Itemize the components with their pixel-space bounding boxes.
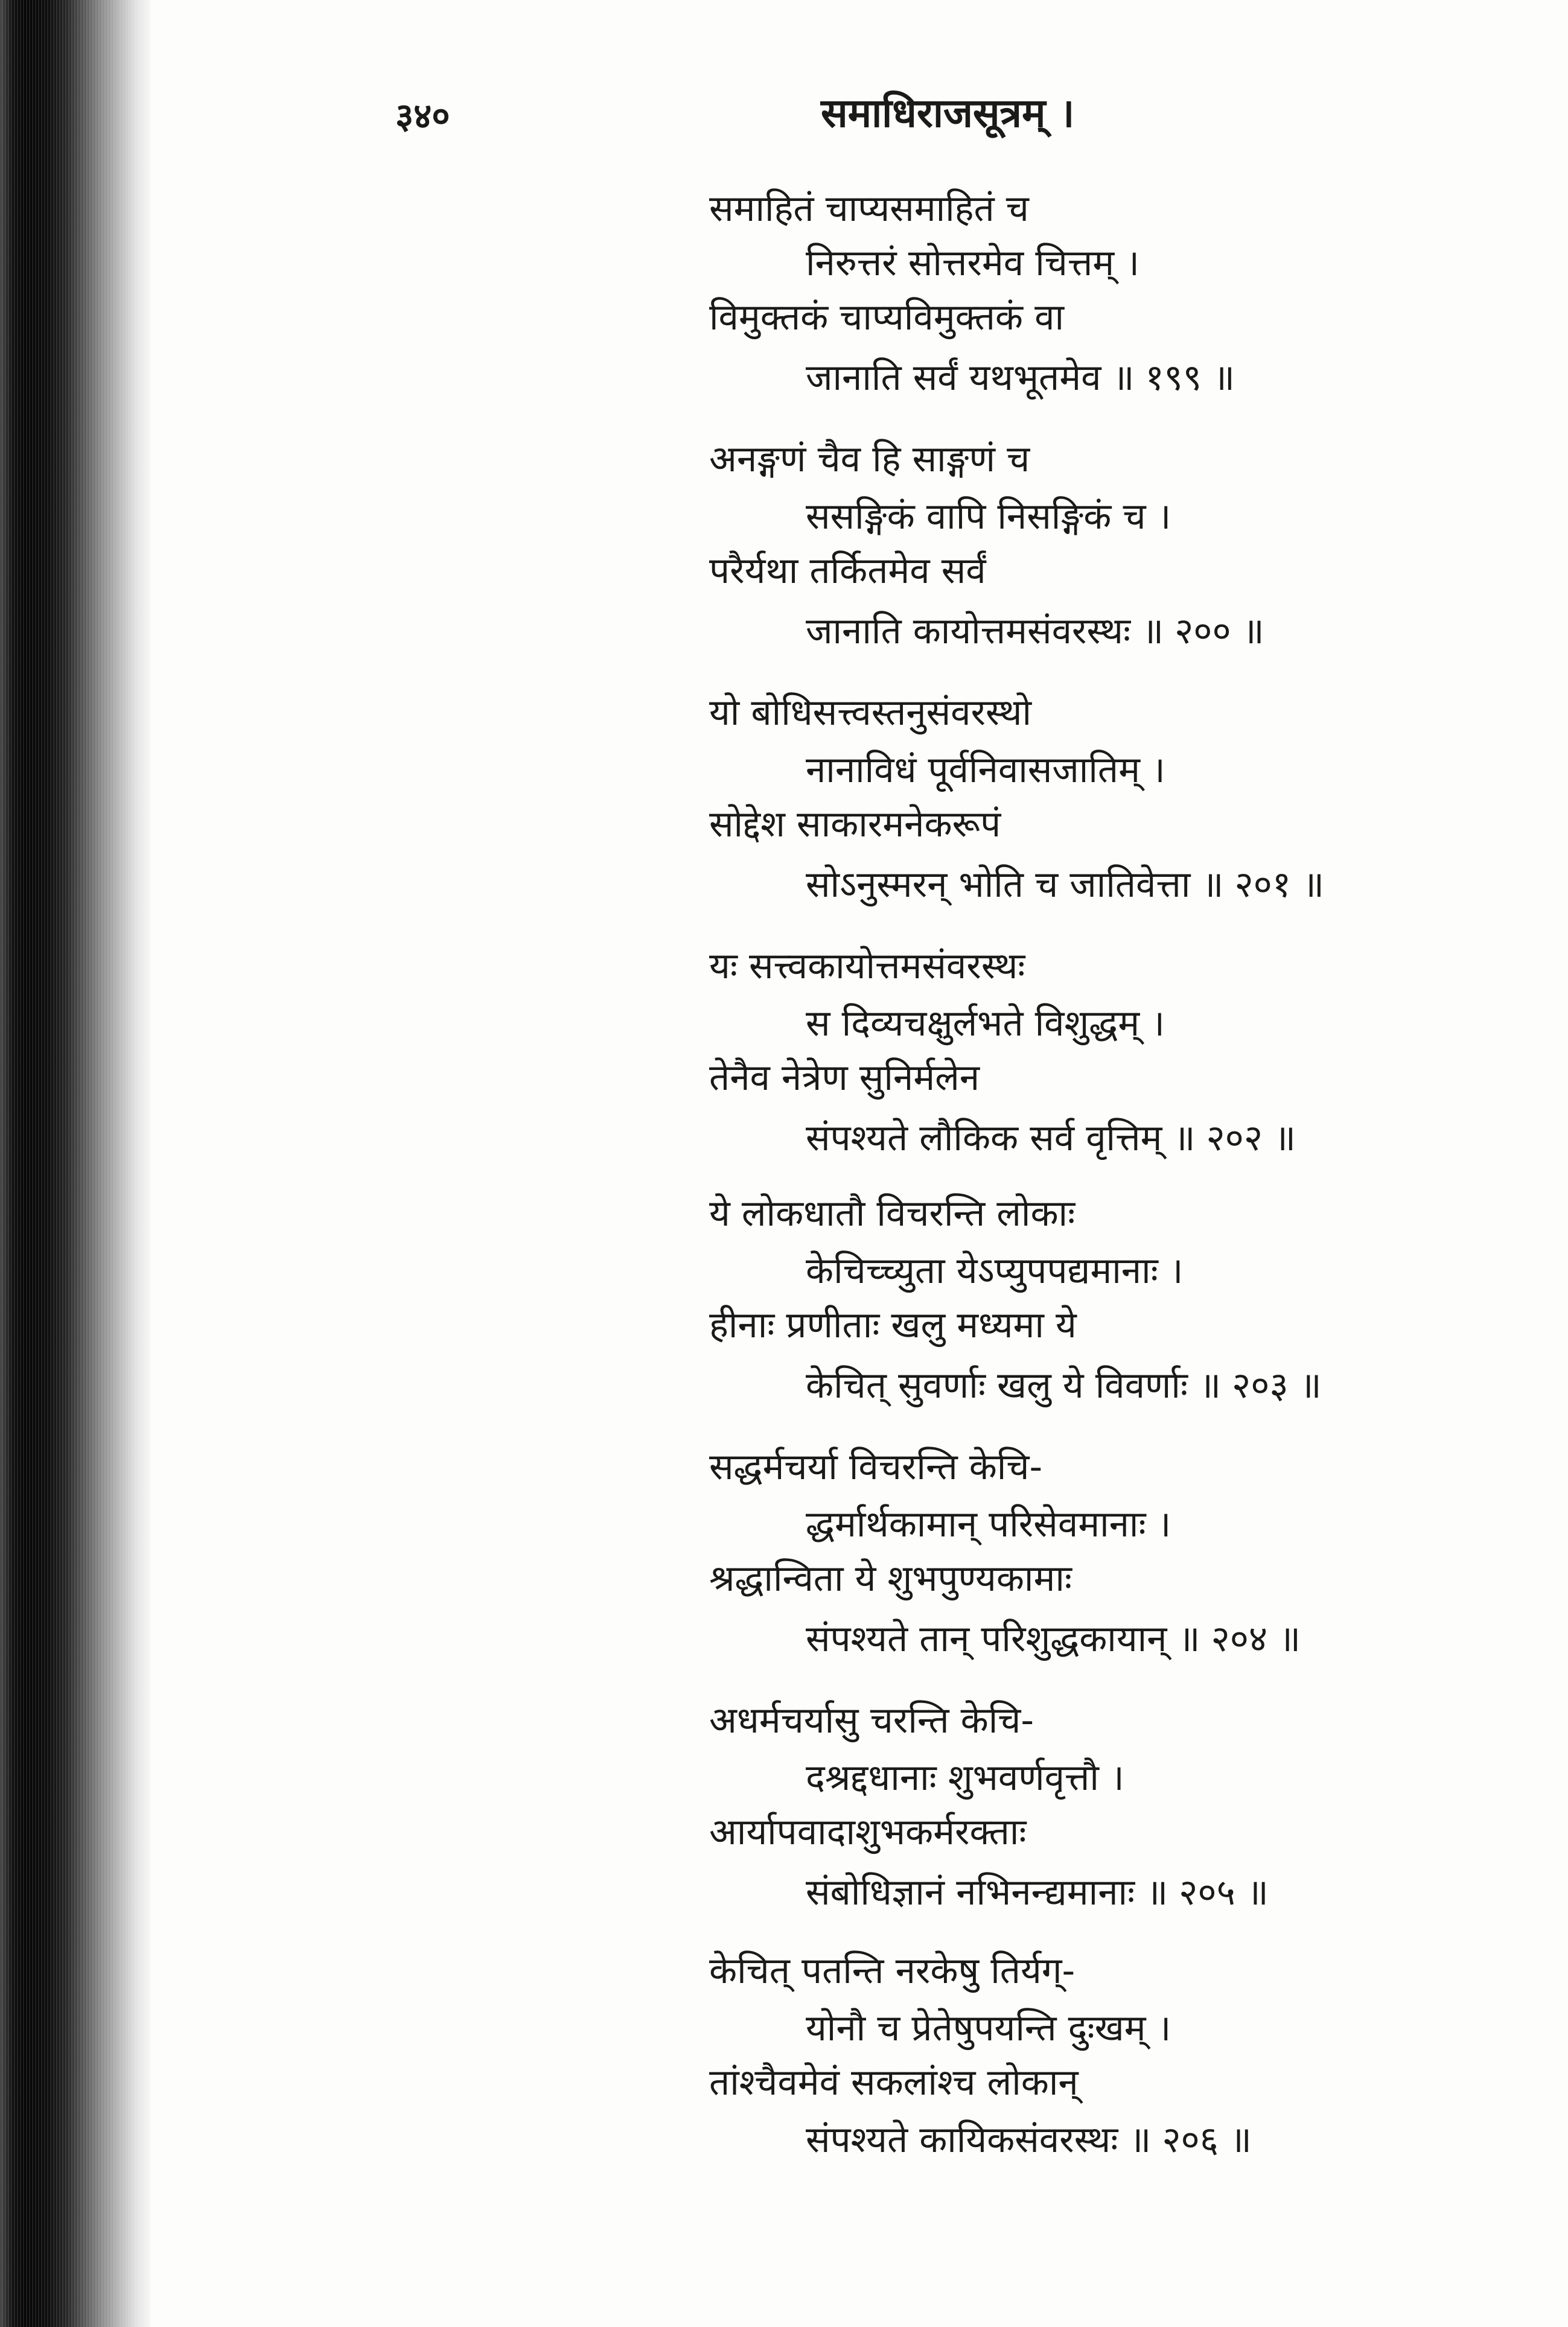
verse-number: २०२ ॥ [1206,1117,1296,1159]
verse-line: योनौ च प्रेतेषुपयन्ति दुःखम् । [806,2007,1171,2049]
verse-line: यो बोधिसत्त्वस्तनुसंवरस्थो [709,692,1032,734]
verse-line: केचिच्च्युता येऽप्युपपद्यमानाः । [806,1250,1184,1292]
verse-line: तेनैव नेत्रेण सुनिर्मलेन [709,1057,980,1099]
verse-number: २०४ ॥ [1211,1618,1301,1660]
verse-line [806,1871,1269,1914]
verse-line: विमुक्तकं चाप्यविमुक्तकं वा [709,296,1064,339]
verse-line-text: संबोधिज्ञानं नभिनन्द्यमानाः ॥ [806,1871,1168,1914]
verse-line: आर्यापवादाशुभकर्मरक्ताः [709,1811,1027,1853]
verse-line: नानाविधं पूर्वनिवासजातिम् । [806,749,1165,791]
verse-line [806,1364,1322,1407]
verse-line: अधर्मचर्यासु चरन्ति केचि- [709,1699,1034,1742]
verse-number: २०६ ॥ [1162,2119,1252,2161]
verse-line: समाहितं चाप्यसमाहितं च [709,188,1029,230]
verse-line: परैर्यथा तर्कितमेव सर्वं [709,550,986,592]
verse-line-text: संपश्यते कायिकसंवरस्थः ॥ [806,2119,1152,2161]
verse-line: सोद्देश साकारमनेकरूपं [709,803,1001,845]
verse-number: २०१ ॥ [1234,864,1325,906]
verse-line-text: सोऽनुस्मरन् भोति च जातिवेत्ता ॥ [806,864,1224,906]
verse-line [806,1617,1301,1661]
page-number: ३४० [395,95,450,136]
scan-binding-edge [0,0,151,2327]
verse-line: ये लोकधातौ विचरन्ति लोकाः [709,1192,1076,1235]
verse-line-text: केचित् सुवर्णाः खलु ये विवर्णाः ॥ [806,1364,1222,1407]
verse-line [806,1116,1296,1160]
verse-line: द्धर्मार्थकामान् परिसेवमानाः । [806,1503,1171,1545]
verse-line [806,2118,1252,2162]
running-title: समाधिराजसूत्रम् । [821,90,1075,136]
verse-line: तांश्चैवमेवं सकलांश्च लोकान् [709,2061,1079,2104]
verse-line: दश्रद्दधानाः शुभवर्णवृत्तौ । [806,1757,1124,1799]
verse-line [806,863,1324,906]
verse-line: श्रद्धान्विता ये शुभपुण्यकामाः [709,1558,1072,1600]
verse-line-text: संपश्यते तान् परिशुद्धकायान् ॥ [806,1618,1200,1660]
verse-line-text: जानाति कायोत्तमसंवरस्थः ॥ [806,610,1164,652]
verse-number: २०५ ॥ [1179,1871,1269,1914]
verse-line: सद्धर्मचर्या विचरन्ति केचि- [709,1446,1043,1488]
verse-line [806,610,1264,653]
verse-line: निरुत्तरं सोत्तरमेव चित्तम् । [806,242,1139,284]
verse-line: अनङ्गणं चैव हि साङ्गणं च [709,438,1030,480]
verse-line: यः सत्त्वकायोत्तमसंवरस्थः [709,945,1025,987]
verse-line: केचित् पतन्ति नरकेषु तिर्यग्- [709,1950,1076,1992]
verse-line: हीनाः प्रणीताः खलु मध्यमा ये [709,1304,1077,1346]
verse-number: २०० ॥ [1174,610,1264,652]
verse-line: स दिव्यचक्षुर्लभते विशुद्धम् । [806,1002,1165,1045]
verse-line: ससङ्गिकं वापि निसङ्गिकं च । [806,495,1171,538]
verse-line [806,356,1235,400]
verse-number: २०३ ॥ [1232,1364,1322,1407]
verse-line-text: जानाति सर्वं यथभूतमेव ॥ [806,357,1135,399]
verse-line-text: संपश्यते लौकिक सर्व वृत्तिम् ॥ [806,1117,1196,1159]
verse-number: १९९ ॥ [1145,357,1235,399]
